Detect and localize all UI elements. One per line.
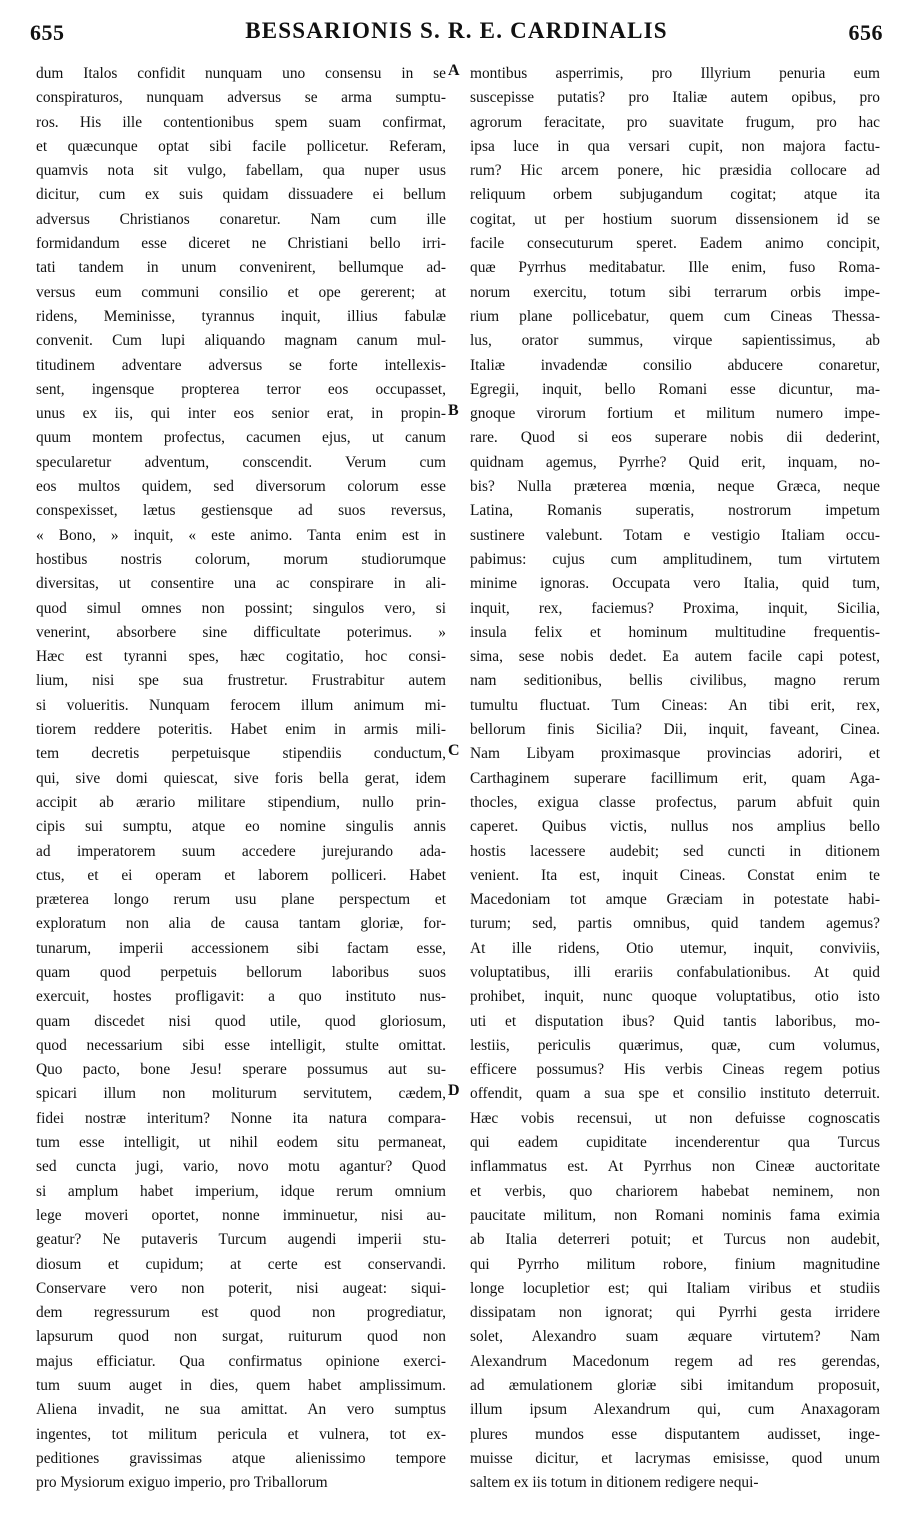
text-line: tati tandem in unum convenirent, bellumque ad- (36, 259, 446, 277)
text-line: quamvis nota sit vulgo, fabellam, qua nuper usus (36, 162, 446, 180)
text-line: sima, sese nobis dedet. Ea autem facile capi potest, (470, 648, 880, 666)
text-line: voluptatibus, illi erariis confabulationibus. At quid (470, 963, 880, 981)
text-line: sustinere valebunt. Totam e vestigio Italiam occu- (470, 526, 880, 544)
text-line: hostis lacessere audebit; sed cuncti in ditionem (470, 842, 880, 860)
text-line: suscepisse putatis? pro Italiæ autem opibus, pro (470, 89, 880, 107)
text-line: quam discedet nisi quod utile, quod gloriosum, (36, 1012, 446, 1030)
text-line: venerint, absorbere sine difficultate poterimus. » (36, 623, 446, 641)
text-line: prohibet, inquit, nunc quoque voluptatibus, otio isto (470, 988, 880, 1006)
text-line: At ille ridens, Otio utemur, inquit, conviviis, (470, 939, 880, 957)
left-column (36, 62, 446, 1496)
text-line: ad æmulationem gloriæ sibi imitandum proposuit, (470, 1377, 880, 1395)
text-line: « Bono, » inquit, « este animo. Tanta enim est in (36, 526, 446, 544)
text-line: Hæc est tyranni spes, hæc cogitatio, hoc consi- (36, 648, 446, 666)
text-line: geatur? Ne putaveris Turcum augendi imperii stu- (36, 1231, 446, 1249)
text-line: Alexandrum Macedonum regem ad res gerendas, (470, 1352, 880, 1370)
text-line: muisse dicitur, et lacrymas emisisse, quod unum (470, 1449, 880, 1467)
text-line: inquit, rex, faciemus? Proxima, inquit, Sicilia, (470, 599, 880, 617)
text-line: spicari illum non moliturum servitutem, cædem, (36, 1085, 446, 1103)
text-line: plures mundos esse disputantem audisset, inge- (470, 1425, 880, 1443)
text-line: Hæc vobis recensui, ut non defuisse cognoscatis (470, 1109, 880, 1127)
text-line: lapsurum quod non surgat, ruiturum quod non (36, 1328, 446, 1346)
text-line: Conservare vero non poterit, nisi augeat: siqui- (36, 1279, 446, 1297)
text-line: et verbis, quo chariorem habebat neminem, non (470, 1182, 880, 1200)
text-line: ros. His ille contentionibus spem suam confirmat, (36, 113, 446, 131)
text-line: lium, nisi spe sua frustretur. Frustrabitur autem (36, 672, 446, 690)
text-line: et quæcunque optat sibi facile pollicetur. Referam, (36, 137, 446, 155)
text-line: dicitur, cum ex suis quidam dissuadere ei bellum (36, 186, 446, 204)
text-line: ad imperatorem suum accedere jurejurando ada- (36, 842, 446, 860)
text-line: Macedoniam tot amque Græciam in potestate habi- (470, 891, 880, 909)
text-line: reliquum orbem subjugandum cogitat; atque ita (470, 186, 880, 204)
text-line: inflammatus est. At Pyrrhus non Cineæ auctoritate (470, 1158, 880, 1176)
text-line: saltem ex iis totum in ditionem redigere nequi- (470, 1474, 759, 1492)
text-line: qui Pyrrho militum robore, finium magnitudine (470, 1255, 880, 1273)
text-line: norum exercitu, totum sibi terrarum orbis impe- (470, 283, 880, 301)
text-line: offendit, quam a sua spe et consilio instituto deterruit. (470, 1085, 880, 1103)
text-line: gnoque virorum fortium et militum numero impe- (470, 405, 880, 423)
text-line: formidandum esse diceret ne Christiani bello irri- (36, 235, 446, 253)
text-line: ingentes, tot militum pericula et vulnera, tot ex- (36, 1425, 446, 1443)
text-line: bellorum finis Sicilia? Dii, inquit, faveant, Cinea. (470, 721, 880, 739)
text-line: paucitate militum, non Romani nominis fama eximia (470, 1206, 880, 1224)
text-line: qui eadem cupiditate incenderentur qua Turcus (470, 1134, 880, 1152)
text-line: venient. Ita est, inquit Cineas. Constat enim te (470, 866, 880, 884)
text-line: ipsa luce in qua versari cupit, non majora factu- (470, 137, 880, 155)
text-line: adversus Christianos conaretur. Nam cum ille (36, 210, 446, 228)
text-line: montibus asperrimis, pro Illyrium penuria eum (470, 65, 880, 82)
text-line: cipis sui sumptu, atque eo nomine singulis annis (36, 818, 446, 836)
text-line: Quo pacto, bone Jesu! sperare possumus aut su- (36, 1061, 446, 1079)
text-line: unus ex iis, qui inter eos senior erat, in propin- (36, 405, 446, 423)
text-line: accipit ab ærario militare stipendium, nullo prin- (36, 793, 446, 811)
text-line: longe locupletior est; qui Italiam viribus et studiis (470, 1279, 880, 1297)
text-line: diversitas, ut consentire una ac conspirare in ali- (36, 575, 446, 593)
text-line: convenit. Cum lupi aliquando magnam canum mul- (36, 332, 446, 350)
section-marker-a: A (448, 62, 460, 79)
text-line: Italiæ invadendæ consilio abducere conaretur, (470, 356, 880, 374)
text-line: minime ignoras. Occupata vero Italia, quid tum, (470, 575, 880, 593)
text-line: rum? Hic arcem ponere, hic præsidia collocare ad (470, 162, 880, 180)
right-column (470, 62, 880, 1496)
text-line: titudinem adventare adversus se forte intellexis- (36, 356, 446, 374)
text-line: facile consecuturum speret. Eadem animo concipit, (470, 235, 880, 253)
text-line: quod necessarium sibi esse intelligit, stulte omittat. (36, 1036, 446, 1054)
text-line: si amplum habet imperium, idque rerum omnium (36, 1182, 446, 1200)
text-line: tum suum auget in dies, quem habet amplissimum. (36, 1377, 446, 1395)
text-line: insula felix et hominum multitudine frequentis- (470, 623, 880, 641)
text-line: solet, Alexandro suam æquare virtutem? Nam (470, 1328, 880, 1346)
text-line: dissipatam non ignorat; qui Pyrrhi gesta irridere (470, 1304, 880, 1322)
text-line: caperet. Quibus victis, nullus nos amplius bello (470, 818, 880, 836)
text-line: versus eum communi consilio et ope gererent; at (36, 283, 446, 301)
text-line: tumultu fluctuat. Tum Cineas: An tibi erit, rex, (470, 696, 880, 714)
text-line: peditiones gravissimas atque alienissimo tempore (36, 1449, 446, 1467)
text-line: qui, sive domi quiescat, sive foris bella gerat, idem (36, 769, 446, 787)
text-line: dem regressurum est quod non progrediatur, (36, 1304, 446, 1322)
text-line: nam seditionibus, bellis civilibus, magno rerum (470, 672, 880, 690)
text-line: lus, orator summus, virque sapientissimus, ab (470, 332, 880, 350)
text-line: quum montem profectus, cacumen ejus, ut canum (36, 429, 446, 447)
text-line: Aliena invadit, ne sua amittat. An vero sumptus (36, 1401, 446, 1419)
text-line: hostibus nostris colorum, morum studiorumque (36, 550, 446, 568)
text-line: thocles, exigua classe profectus, parum abfuit quin (470, 793, 880, 811)
text-line: bis? Nulla præterea mœnia, neque Græca, neque (470, 478, 880, 496)
page-number-right: 656 (848, 20, 883, 45)
text-line: quod simul omnes non possint; singulos vero, si (36, 599, 446, 617)
text-line: rare. Quod si eos superare nobis dii dederint, (470, 429, 880, 447)
text-line: cogitat, ut per hostium suorum dissensionem id se (470, 210, 880, 228)
section-marker-c: C (448, 742, 460, 759)
text-line: conspiraturos, nunquam adversus se arma sumptu- (36, 89, 446, 107)
text-line: quidnam agemus, Pyrrhe? Quid erit, inquam, no- (470, 453, 880, 471)
text-line: tem decretis perpetuisque stipendiis conductum, (36, 745, 446, 763)
text-line: efficere possumus? His verbis Cineas regem potius (470, 1061, 880, 1079)
text-line: ridens, Meminisse, tyrannus inquit, illius fabulæ (36, 307, 446, 325)
text-line: illum ipsum Alexandrum qui, cum Anaxagoram (470, 1401, 880, 1419)
text-line: Egregii, inquit, bello Romani esse dicuntur, ma- (470, 380, 880, 398)
text-line: ab Italia deterreri potuit; et Turcus non audebit, (470, 1231, 880, 1249)
text-line: uti et disputation ibus? Quid tantis laboribus, mo- (470, 1012, 880, 1030)
text-line: lege moveri oportet, nonne imminuetur, nisi au- (36, 1206, 446, 1224)
text-line: conspexisset, lætus gestiensque ad suos reversus, (36, 502, 446, 520)
text-line: diosum et cupidum; at certe est conservandi. (36, 1255, 446, 1273)
text-line: sent, ingensque propterea terror eos occupasset, (36, 380, 446, 398)
text-line: Latina, Romanis superatis, nostrorum impetum (470, 502, 880, 520)
section-marker-d: D (448, 1082, 460, 1099)
text-line: pro Mysiorum exiguo imperio, pro Triballorum (36, 1474, 328, 1492)
text-line: præterea longo rerum usu plane perspectum et (36, 891, 446, 909)
text-line: exercuit, hostes profligavit: a quo instituto nus- (36, 988, 446, 1006)
text-line: turum; sed, partis omnibus, quid tandem agemus? (470, 915, 880, 933)
text-line: Nam Libyam proximasque provincias adoriri, et (470, 745, 880, 763)
text-line: agrorum feracitate, pro suavitate frugum, pro hac (470, 113, 880, 131)
text-line: fidei nostræ interitum? Nonne ita natura compara- (36, 1109, 446, 1127)
text-line: quæ Pyrrhus meditabatur. Ille enim, fuso Roma- (470, 259, 880, 277)
text-line: dum Italos confidit nunquam uno consensu in se (36, 65, 446, 82)
text-line: majus efficiatur. Qua confirmatus opinione exerci- (36, 1352, 446, 1370)
section-marker-b: B (448, 402, 459, 419)
text-line: quam quod perpetuis bellorum laboribus suos (36, 963, 446, 981)
text-line: exploratum non alia de causa tantam gloriæ, for- (36, 915, 446, 933)
text-line: eos multos quidem, sed diversorum colorum esse (36, 478, 446, 496)
text-line: Carthaginem superare facillimum erit, quam Aga- (470, 769, 880, 787)
text-line: ctus, et ei operam et laborem polliceri. Habet (36, 866, 446, 884)
page-number-left: 655 (30, 20, 65, 45)
text-line: lestiis, periculis quærimus, quæ, cum volumus, (470, 1036, 880, 1054)
text-line: sed cuncta jugi, vario, novo motu agantur? Quod (36, 1158, 446, 1176)
text-line: tiorem reddere poteritis. Habet enim in armis mili- (36, 721, 446, 739)
text-line: tunarum, imperii accessionem sibi factam esse, (36, 939, 446, 957)
text-line: tum esse intelligit, ut nihil eodem situ permaneat, (36, 1134, 446, 1152)
text-line: si volueritis. Nunquam ferocem illum animum mi- (36, 696, 446, 714)
text-line: specularetur adventum, conscendit. Verum cum (36, 453, 446, 471)
page-header (0, 14, 913, 50)
running-title: BESSARIONIS S. R. E. CARDINALIS (245, 18, 668, 43)
text-line: pabimus: cujus cum amplitudinem, tum virtutem (470, 550, 880, 568)
text-line: rium plane pollicebatur, quem cum Cineas Thessa- (470, 307, 880, 325)
